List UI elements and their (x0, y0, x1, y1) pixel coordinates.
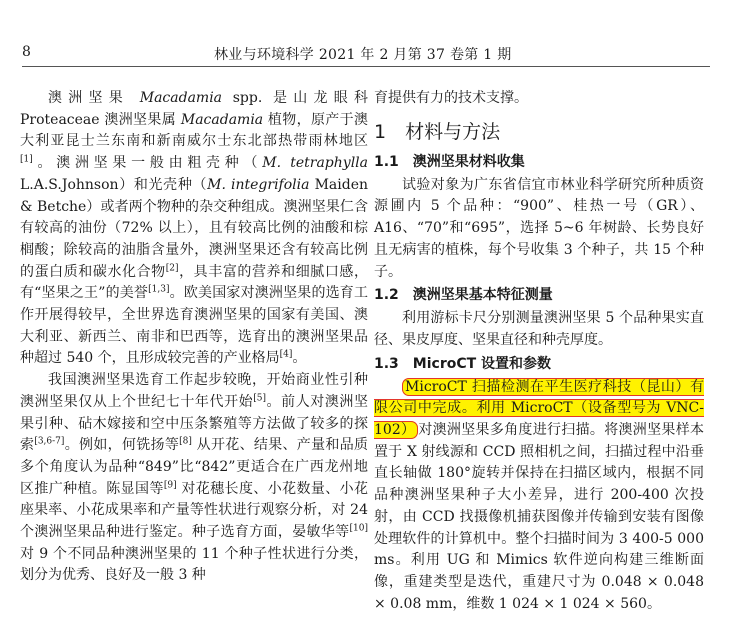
journal-running-head: 林业与环境科学 2021 年 2 月第 37 卷第 1 期 (214, 47, 512, 63)
section-heading-materials-methods: 1 材料与方法 (374, 120, 501, 143)
citation: [10] (349, 523, 368, 534)
left-column (20, 88, 368, 587)
citation: [1] (20, 154, 33, 165)
citation: [9] (163, 480, 177, 490)
paragraph-material-collection: 试验对象为广东省信宜市林业科学研究所种质资源圃内 5 个品种：“900”、桂热一号（GR）、A16、“70”和“695”，选择 5~6 年树龄、长势良好且无病害的植株，每个号收集 3 个种子，共 15 个种子。 (374, 176, 704, 280)
paragraph-china-breeding: 我国澳洲坚果选育工作起步较晚，开始商业性引种澳洲坚果仅从上个世纪七十年代开始[5]。前人对澳洲坚果引种、砧木嫁接和空中压条繁殖等方法做了较多的探索[3,6-7]。例如，何铣扬等[8] 从开花、结果、产量和品质多个角度认为品种“849”比“842”更适合在广西龙州地区推广种植。陈显国等[9] 对花穗长度、小花数量、小花座果率、小花成果率和产量等性状进行观察分析，对 24 个澳洲坚果品种进行鉴定。种子选育方面，晏敏华等[10] 对 9 个不同品种澳洲坚果的 11 个种子性状进行分类，划分为优秀、良好及一般 3 种 (20, 372, 369, 584)
subsection-heading-1-1: 1.1 澳洲坚果材料收集 (374, 153, 525, 170)
citation: [2] (165, 262, 179, 273)
header-rule (22, 66, 710, 67)
subsection-heading-1-2: 1.2 澳洲坚果基本特征测量 (374, 287, 553, 304)
paragraph-intro: 澳洲坚果 Macadamia spp. 是山龙眼科 Proteaceae 澳洲坚果属 Macadamia 植物，原产于澳大利亚昆士兰东南和新南威尔士东北部热带雨林地区[1]。澳洲坚果一般由粗壳种（M. tetraphylla L.A.S.Johnson）和光壳种（M. integrifolia Maiden & Betche）或者两个物种的杂交种组成。澳洲坚果仁含有较高的油份（72% 以上），且有较高比例的油酸和棕榈酸；除较高的油脂含量外，澳洲坚果还含有较高比例的蛋白质和碳水化合物[2]，具丰富的营养和细腻口感，有“坚果之王”的美誉[1,3]。欧美国家对澳洲坚果的选育工作开展得较早，全世界选育澳洲坚果的国家有美国、澳大利亚、新西兰、南非和巴西等，选育出的澳洲坚果品种超过 540 个，且形成较完善的产业格局[4]。 (20, 90, 369, 367)
citation: [1,3] (148, 284, 170, 295)
citation: [3,6-7] (34, 436, 65, 447)
right-column (374, 88, 704, 615)
citation: [5] (253, 393, 266, 404)
paragraph-continued: 育提供有力的技术支撑。 (374, 90, 528, 106)
subsection-heading-1-3: 1.3 MicroCT 设置和参数 (374, 355, 552, 372)
highlighted-text: MicroCT 扫描检测在平生医疗科技（昆山）有限公司中完成。利用 MicroCT（设备型号为 VNC-102） (374, 378, 704, 439)
paragraph-measurement: 利用游标卡尺分别测量澳洲坚果 5 个品种果实直径、果皮厚度、坚果直径和种壳厚度。 (374, 310, 704, 348)
page-header (0, 0, 731, 64)
page-number: 8 (22, 44, 31, 60)
citation: [4] (279, 349, 293, 360)
citation: [8] (179, 436, 192, 447)
paragraph-microct: MicroCT 扫描检测在平生医疗科技（昆山）有限公司中完成。利用 MicroCT（设备型号为 VNC-102） 对澳洲坚果多角度进行扫描。将澳洲坚果样本置于 X 射线源和 CCD 照相机之间，扫描过程中沿垂直长轴做 180°旋转并保持在扫描区域内，根据不同品种澳洲坚果种子大小差异，进行 200-400 次投射，由 CCD 找摄像机捕获图像并传输到安装有图像处理软件的计算机中。整个扫描时间为 3 400-5 000 ms。利用 UG 和 Mimics 软件逆向构建三维断面像，重建类型是迭代，重建尺寸为 0.048 × 0.048 × 0.08 mm，维数 1 024 × 1 024 × 560。 (374, 378, 704, 612)
